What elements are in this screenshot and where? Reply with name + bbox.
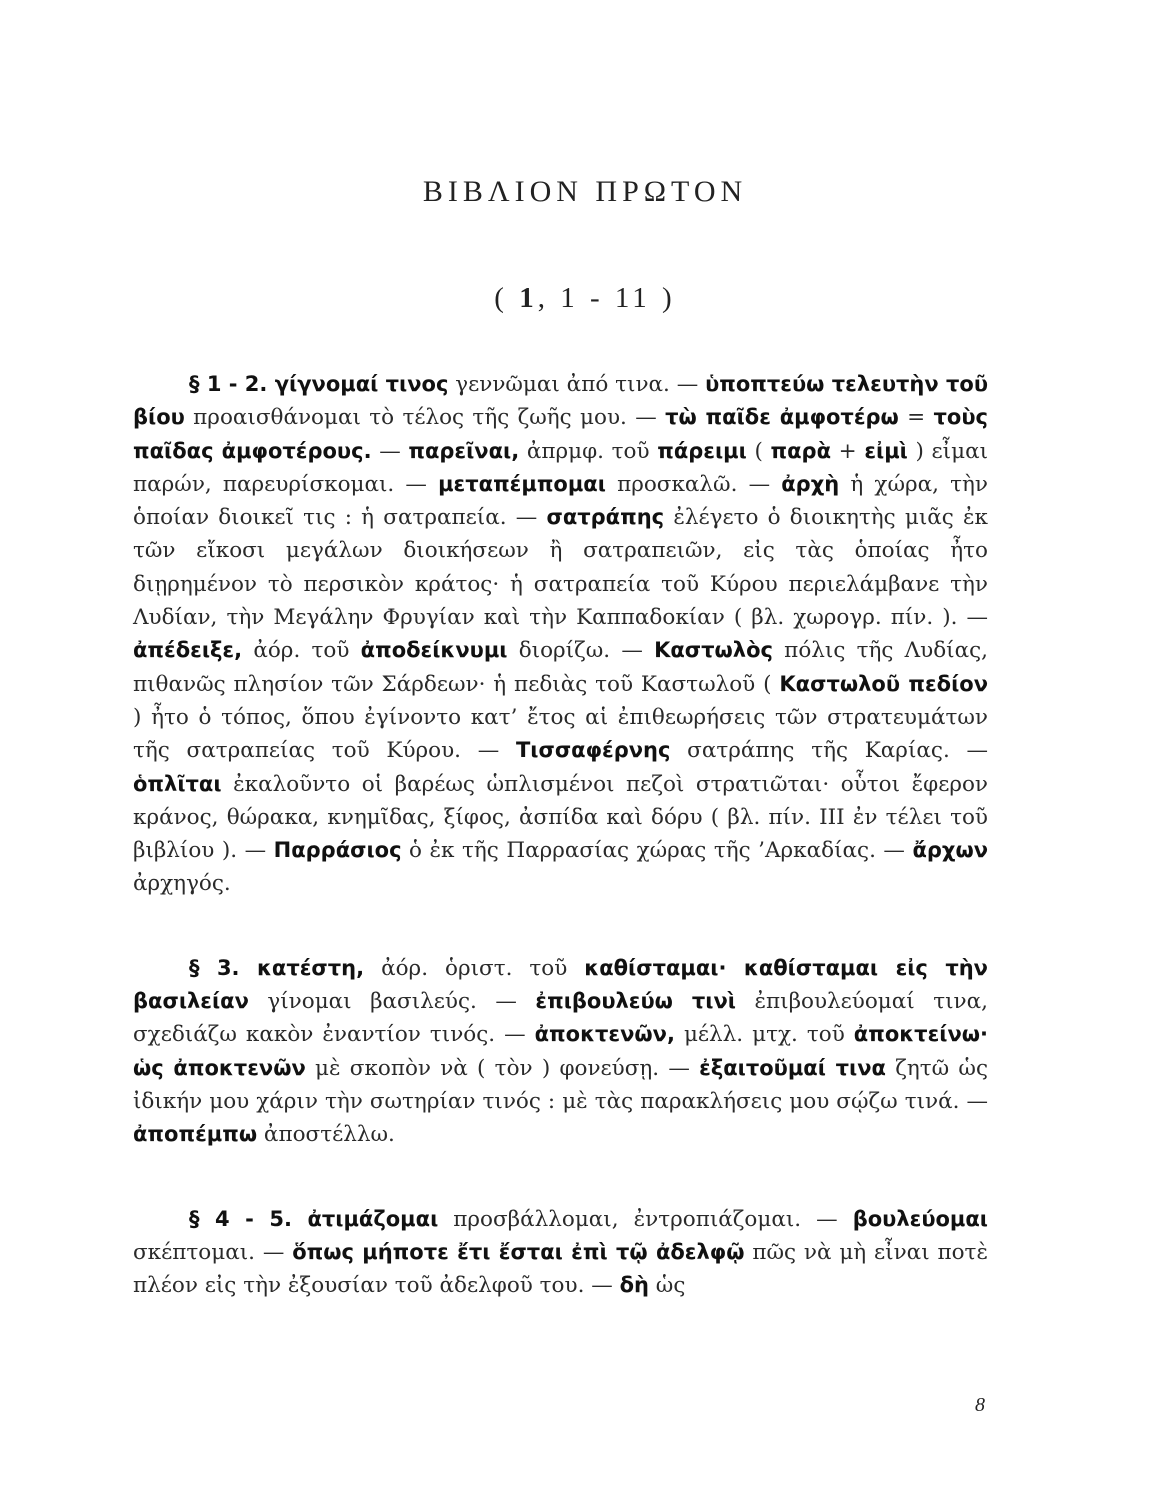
headword: ἀπέδειξε, [133, 638, 243, 663]
headword: παρὰ [770, 438, 831, 463]
headword: § 4 - 5. ἀτιμάζομαι [189, 1206, 439, 1231]
gloss-text: σατράπης τῆς Καρίας. — [670, 738, 988, 764]
gloss-text: γίνομαι βασιλεύς. — [248, 989, 536, 1015]
page-number: 8 [975, 1394, 985, 1416]
headword: βουλεύομαι [852, 1206, 988, 1231]
gloss-text: = [898, 405, 934, 431]
headword: τὼ παῖδε ἀμφοτέρω [665, 405, 899, 430]
gloss-text: προσβάλλομαι, ἐντροπιάζομαι. — [438, 1206, 853, 1232]
headword: μεταπέμπομαι [438, 471, 606, 496]
headword: ὑποπτεύω τελευτὴν τοῦ βίου [133, 372, 989, 430]
headword: Τισσαφέρνης [515, 738, 671, 763]
gloss-text: ( [746, 438, 771, 464]
gloss-text: μέλλ. μτχ. τοῦ [674, 1022, 854, 1048]
chapter-range-rest: , 1 - 11 ) [537, 282, 676, 314]
gloss-text: γεννῶμαι ἀπό τινα. — [448, 372, 706, 397]
gloss-text: — [371, 438, 409, 464]
gloss-text: προαισθάνομαι τὸ τέλος τῆς ζωῆς μου. — [184, 405, 666, 431]
headword: § 3. κατέστη, [189, 955, 365, 980]
gloss-text: + [831, 438, 865, 464]
gloss-text: ἐκαλοῦντο οἱ βαρέως ὡπλισμένοι πεζοὶ στρατιῶται· οὗτοι ἔφερον κράνος, θώρακα, κνημῖδας, ξίφος, ἀσπίδα καὶ δόρυ ( βλ. πίν. III ἐν τέλει τοῦ βιβλίου ). — [133, 771, 988, 864]
commentary-paragraph [133, 368, 988, 901]
headword: Παρράσιος [273, 838, 402, 863]
headword: εἰμὶ [864, 438, 908, 463]
gloss-text: ) εἶμαι παρών, παρευρίσκομαι. — [133, 438, 989, 497]
headword: ἀποδείκνυμι [360, 638, 508, 663]
headword: § 1 - 2. γίγνομαί τινος [189, 372, 449, 396]
gloss-text: προσκαλῶ. — [605, 471, 782, 497]
commentary-paragraph [133, 1203, 988, 1303]
headword: ἀποκτείνω· ὡς ἀποκτενῶν [133, 1022, 988, 1080]
headword: τοὺς παῖδας ἀμφοτέρους. [133, 405, 988, 463]
gloss-text: ἐλέγετο ὁ διοικητὴς μιᾶς ἐκ τῶν εἴκοσι μεγάλων διοικήσεων ἢ σατραπειῶν, εἰς τὰς ὁποίας ἦτο διῃρημένον τὸ περσικὸν κράτος· ἡ σατραπεία τοῦ Κύρου περιελάμβανε τὴν Λυδίαν, τὴν Μεγάλην Φρυγίαν καὶ τὴν Καππαδοκίαν ( βλ. χωρογρ. πίν. ). — [133, 505, 988, 631]
headword: Καστωλὸς [654, 638, 773, 663]
gloss-text: ἡ χώρα, τὴν ὁποίαν διοικεῖ τις : ἡ σατραπεία. — [133, 471, 988, 531]
gloss-text: ἀποστέλλω. [257, 1122, 395, 1148]
gloss-text: πῶς νὰ μὴ εἶναι ποτὲ πλέον εἰς τὴν ἐξουσίαν τοῦ ἀδελφοῦ του. — [133, 1239, 988, 1299]
gloss-text: μὲ σκοπὸν νὰ ( τὸν ) φονεύσῃ. — [305, 1055, 700, 1081]
headword: καθίσταμαι· καθίσταμαι εἰς τὴν βασιλείαν [133, 955, 988, 1014]
gloss-text: διορίζω. — [507, 638, 655, 664]
headword: πάρειμι [657, 438, 747, 463]
headword: παρεῖναι, [408, 438, 520, 463]
gloss-text: ζητῶ ὡς ἰδικήν μου χάριν τὴν σωτηρίαν τινός : μὲ τὰς παρακλήσεις μου σῴζω τινά. — [133, 1055, 988, 1114]
gloss-text: ἀρχηγός. [133, 871, 231, 897]
gloss-text: ὡς [648, 1273, 686, 1299]
headword: ἀρχὴ [781, 471, 840, 496]
chapter-book-number: 1 [519, 282, 538, 314]
commentary-body [133, 368, 988, 1302]
headword: ἀποπέμπω [133, 1122, 258, 1147]
gloss-text: ἀπρμφ. τοῦ [519, 438, 658, 464]
gloss-text: ἐπιβουλεύομαί τινα, σχεδιάζω κακὸν ἐναντίον τινός. — [133, 989, 988, 1048]
headword: ἐξαιτοῦμαί τινα [699, 1055, 886, 1080]
chapter-range-open: ( [494, 282, 520, 314]
gloss-text: ἀόρ. τοῦ [242, 638, 361, 664]
gloss-text: πόλις τῆς Λυδίας, πιθανῶς πλησίον τῶν Σάρδεων· ἡ πεδιὰς τοῦ Καστωλοῦ ( [133, 638, 988, 697]
commentary-paragraph [133, 952, 988, 1152]
headword: ἐπιβουλεύω τινὶ [535, 989, 736, 1014]
book-title: ΒΙΒΛΙΟΝ ΠΡΩΤΟΝ [422, 175, 748, 208]
headword: ἄρχων [912, 838, 988, 863]
headword: Καστωλοῦ πεδίον [779, 671, 988, 696]
headword: σατράπης [546, 505, 665, 530]
gloss-text: ἀόρ. ὁριστ. τοῦ [364, 955, 585, 981]
headword: ἀποκτενῶν, [534, 1022, 675, 1047]
chapter-range [0, 282, 1170, 315]
headword: ὁπλῖται [133, 771, 222, 796]
headword: δὴ [619, 1273, 649, 1298]
gloss-text: ὁ ἐκ τῆς Παρρασίας χώρας τῆς ’Αρκαδίας. — [401, 838, 913, 864]
gloss-text: ) ἦτο ὁ τόπος, ὅπου ἐγίνοντο κατ’ ἔτος αἱ ἐπιθεωρήσεις τῶν στρατευμάτων τῆς σατραπείας τοῦ Κύρου. — [133, 704, 988, 764]
gloss-text: σκέπτομαι. — [133, 1239, 293, 1265]
headword: ὅπως μήποτε ἔτι ἔσται ἐπὶ τῷ ἀδελφῷ [292, 1239, 745, 1264]
